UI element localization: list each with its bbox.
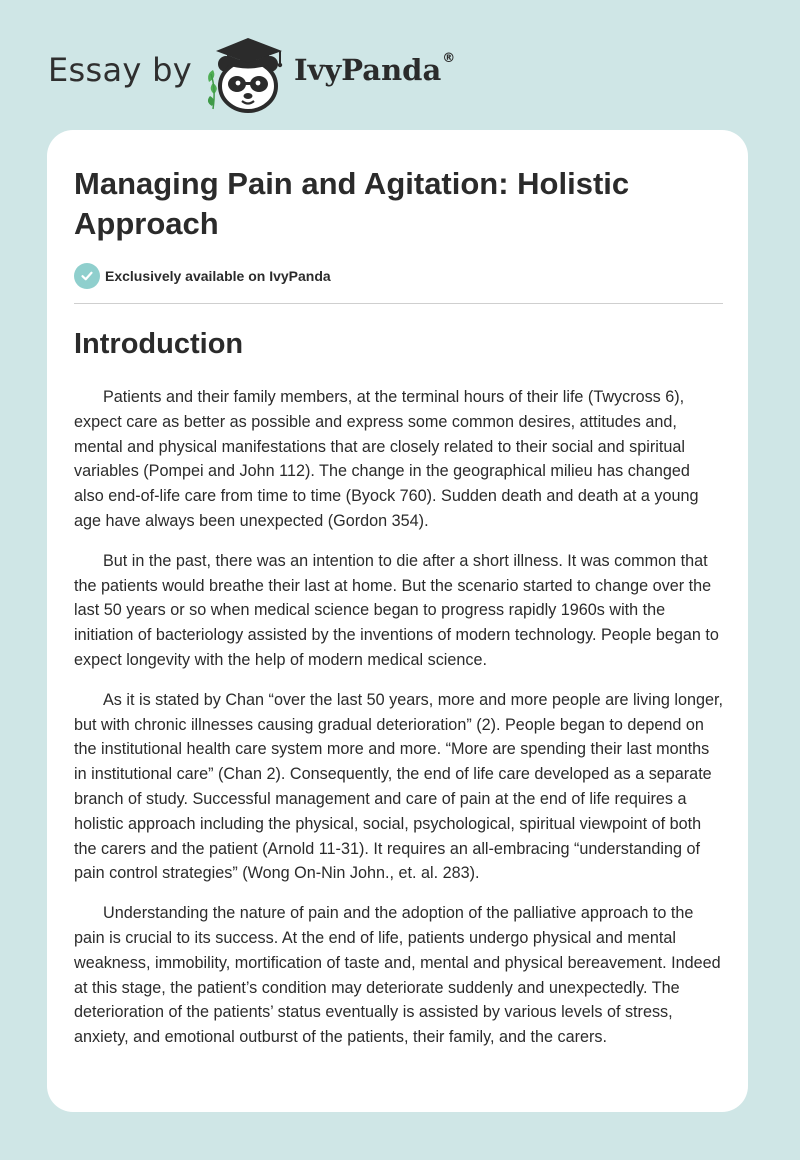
panda-graduate-icon: [202, 34, 302, 114]
site-header: [48, 26, 548, 116]
section-heading: Introduction: [74, 328, 244, 360]
essay-title: Managing Pain and Agitation: Holistic Approach: [74, 166, 630, 241]
check-circle-icon: [74, 263, 100, 289]
exclusive-badge: [74, 263, 331, 289]
divider: [74, 303, 723, 304]
registered-mark: ®: [442, 51, 456, 66]
exclusive-label: Exclusively available on IvyPanda: [105, 268, 331, 284]
essay-card: [47, 130, 748, 1112]
paragraph: As it is stated by Chan “over the last 50 years, more and more people are living longer, but with chronic illnesses causing gradual deterioration” (2). People began to depend on the institutional health care system more and more. “More are spending their last months in institutional care” (Chan 2). Consequently, the end of life care developed as a separate branch of study. Successful management and care of pain at the end of life requires a holistic approach including the physical, social, psychological, spiritual viewpoint of both the carers and the patient (Arnold 11-31). It requires an all-embracing “understanding of pain control strategies” (Wong On-Nin John., et. al. 283).: [74, 690, 723, 883]
essay-body: [74, 385, 724, 1065]
paragraph: Patients and their family members, at the terminal hours of their life (Twycross 6), expect care as better as possible and express some common desires, attitudes and, mental and physical manifestations that are closely related to their social and spiritual variables (Pompei and John 112). The change in the geographical milieu has changed also end-of-life care from time to time (Byock 760). Sudden death and death at a young age have always been unexpected (Gordon 354).: [74, 388, 699, 530]
paragraph: But in the past, there was an intention to die after a short illness. It was common that the patients would breathe their last at home. But the scenario started to change over the last 50 years or so when medical science began to progress rapidly 1960s with the initiation of bacteriology assisted by the inventions of modern technology. People began to expect longevity with the help of modern medical science.: [74, 551, 719, 669]
paragraph: Understanding the nature of pain and the adoption of the palliative approach to the pain is crucial to its success. At the end of life, patients undergo physical and mental weakness, immobility, mortification of taste and, mental and physical bereavement. Indeed at this stage, the patient’s condition may deteriorate suddenly and unexpectedly. The deterioration of the patients’ status eventually is assisted by various levels of stress, anxiety, and emotional outburst of the patients, their family, and the carers.: [74, 904, 721, 1047]
brand-prefix: Essay by: [48, 51, 192, 89]
brand-name: IvyPanda®: [294, 51, 456, 87]
